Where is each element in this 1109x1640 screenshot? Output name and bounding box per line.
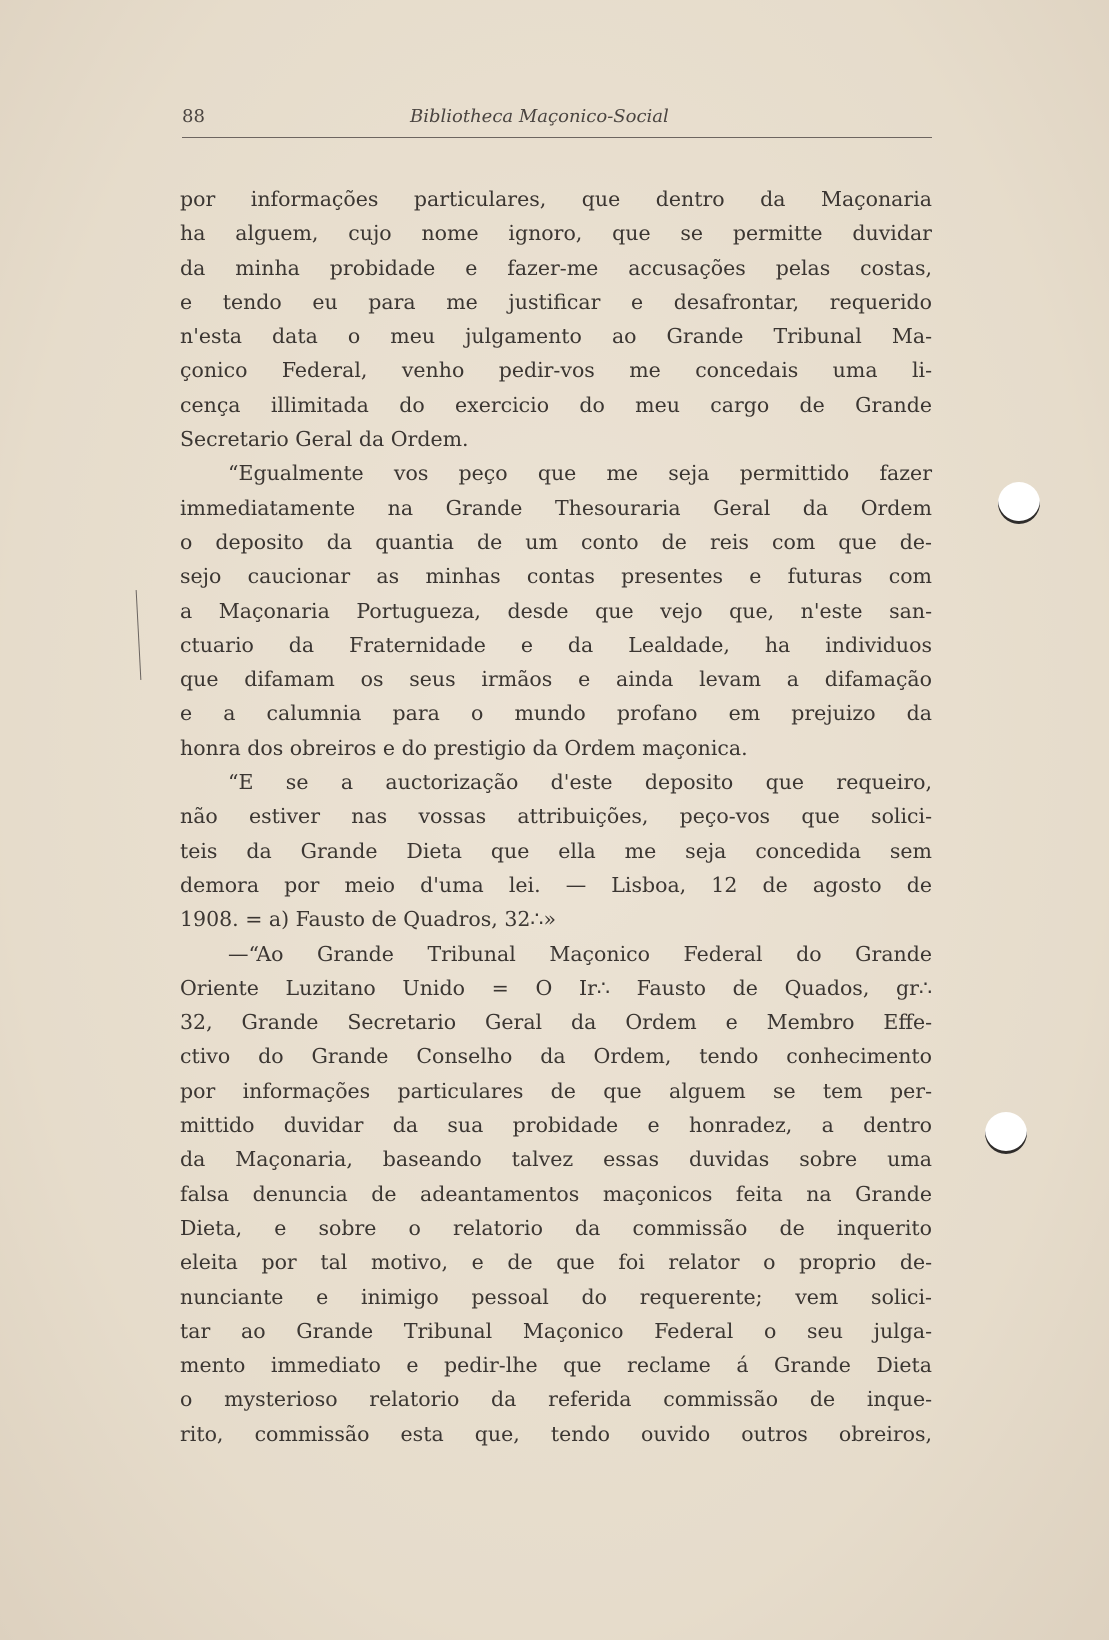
running-title: Bibliotheca Maçonico-Social	[410, 106, 669, 127]
text-line: mento immediato e pedir-lhe que reclame á Grande Dieta	[180, 1353, 932, 1378]
page-header	[182, 102, 932, 132]
text-line: n'esta data o meu julgamento ao Grande Tribunal Ma-	[180, 324, 932, 349]
text-line: Oriente Luzitano Unido = O Ir∴ Fausto de Quados, gr∴	[180, 975, 932, 1000]
text-line: honra dos obreiros e do prestigio da Ordem maçonica.	[180, 735, 748, 760]
margin-pencil-mark	[136, 590, 142, 680]
text-line: sejo caucionar as minhas contas presentes e futuras com	[180, 564, 932, 589]
text-line: “E se a auctorização d'este deposito que requeiro,	[228, 770, 932, 795]
text-line: e a calumnia para o mundo profano em prejuizo da	[180, 701, 932, 726]
punch-hole	[998, 482, 1040, 524]
text-line: 32, Grande Secretario Geral da Ordem e Membro Effe-	[180, 1010, 932, 1035]
text-line: nunciante e inimigo pessoal do requerente; vem solici-	[180, 1284, 932, 1309]
body-text	[180, 182, 932, 1451]
text-line: çonico Federal, venho pedir-vos me concedais uma li-	[180, 358, 932, 383]
text-line: ha alguem, cujo nome ignoro, que se permitte duvidar	[180, 221, 932, 246]
text-line: da Maçonaria, baseando talvez essas duvidas sobre uma	[180, 1147, 932, 1172]
text-line: da minha probidade e fazer-me accusações pelas costas,	[180, 255, 932, 280]
text-line: ctuario da Fraternidade e da Lealdade, ha individuos	[180, 632, 932, 657]
text-line: por informações particulares, que dentro da Maçonaria	[180, 187, 932, 211]
text-line: “Egualmente vos peço que me seja permittido fazer	[228, 461, 932, 486]
text-line: o deposito da quantia de um conto de reis com que de-	[180, 529, 932, 554]
text-line: e tendo eu para me justificar e desafrontar, requerido	[180, 289, 932, 314]
text-line: 1908. = a) Fausto de Quadros, 32∴»	[180, 907, 556, 932]
text-line: Secretario Geral da Ordem.	[180, 427, 469, 452]
text-line: a Maçonaria Portugueza, desde que vejo que, n'este san-	[180, 598, 932, 623]
punch-hole	[985, 1112, 1027, 1154]
text-line: não estiver nas vossas attribuições, peço-vos que solici-	[180, 804, 932, 829]
text-line: mittido duvidar da sua probidade e honradez, a dentro	[180, 1113, 932, 1138]
text-line: falsa denuncia de adeantamentos maçonicos feita na Grande	[180, 1181, 932, 1206]
text-line: teis da Grande Dieta que ella me seja concedida sem	[180, 838, 932, 863]
text-line: eleita por tal motivo, e de que foi relator o proprio de-	[180, 1250, 932, 1275]
header-rule	[182, 137, 932, 138]
text-line: por informações particulares de que alguem se tem per-	[180, 1078, 932, 1103]
text-line: ctivo do Grande Conselho da Ordem, tendo conhecimento	[180, 1044, 932, 1069]
text-line: —“Ao Grande Tribunal Maçonico Federal do Grande	[228, 941, 932, 966]
text-line: cença illimitada do exercicio do meu cargo de Grande	[180, 392, 932, 417]
text-line: Dieta, e sobre o relatorio da commissão de inquerito	[180, 1215, 932, 1240]
page-number: 88	[182, 106, 205, 127]
text-line: tar ao Grande Tribunal Maçonico Federal o seu julga-	[180, 1318, 932, 1343]
text-line: o mysterioso relatorio da referida commissão de inque-	[180, 1387, 932, 1412]
text-line: rito, commissão esta que, tendo ouvido outros obreiros,	[180, 1421, 932, 1446]
text-line: que difamam os seus irmãos e ainda levam a difamação	[180, 667, 932, 692]
text-line: immediatamente na Grande Thesouraria Geral da Ordem	[180, 495, 932, 520]
text-line: demora por meio d'uma lei. — Lisboa, 12 de agosto de	[180, 872, 932, 897]
